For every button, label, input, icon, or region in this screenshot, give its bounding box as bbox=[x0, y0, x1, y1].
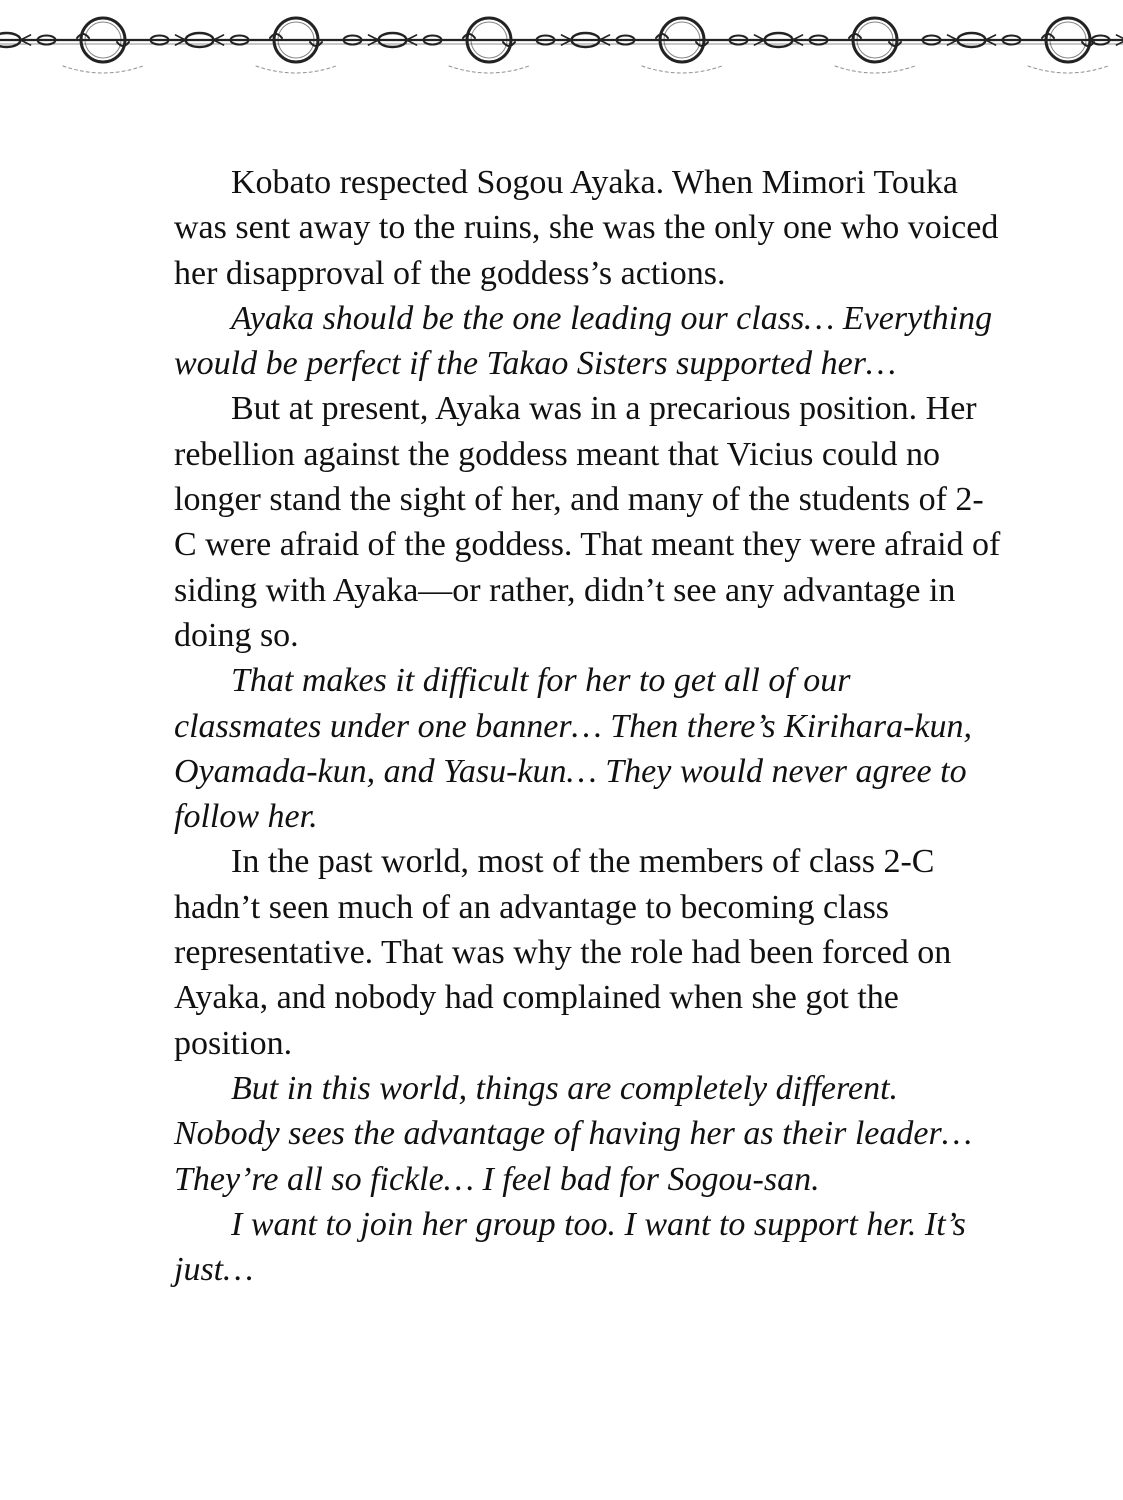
paragraph-4: That makes it difficult for her to get all of our classmates under one banner… Then there’s Kirihara-kun, Oyamada-kun, and Yasu-kun… They would never agree to follow her. bbox=[174, 662, 973, 836]
paragraph-1: Kobato respected Sogou Ayaka. When Mimori Touka was sent away to the ruins, she was the only one who voiced her disapproval of the goddess’s actions. bbox=[174, 164, 999, 292]
paragraph-2: Ayaka should be the one leading our class… Everything would be perfect if the Takao Sisters supported her… bbox=[174, 299, 993, 383]
page-text bbox=[174, 160, 1004, 1292]
chain-links-border-icon bbox=[0, 0, 1123, 90]
paragraph-5: In the past world, most of the members of class 2-C hadn’t seen much of an advantage to becoming class representative. That was why the role had been forced on Ayaka, and nobody had complained when she got the position. bbox=[174, 843, 952, 1062]
paragraph-3: But at present, Ayaka was in a precarious position. Her rebellion against the goddess meant that Vicius could no longer stand the sight of her, and many of the students of 2-C were afraid of the goddess. That meant they were afraid of siding with Ayaka—or rather, didn’t see any advantage in doing so. bbox=[174, 390, 1001, 654]
paragraph-7: I want to join her group too. I want to support her. It’s just… bbox=[174, 1205, 966, 1289]
paragraph-6: But in this world, things are completely different. Nobody sees the advantage of having her as their leader… They’re all so fickle… I feel bad for Sogou-san. bbox=[174, 1069, 972, 1198]
